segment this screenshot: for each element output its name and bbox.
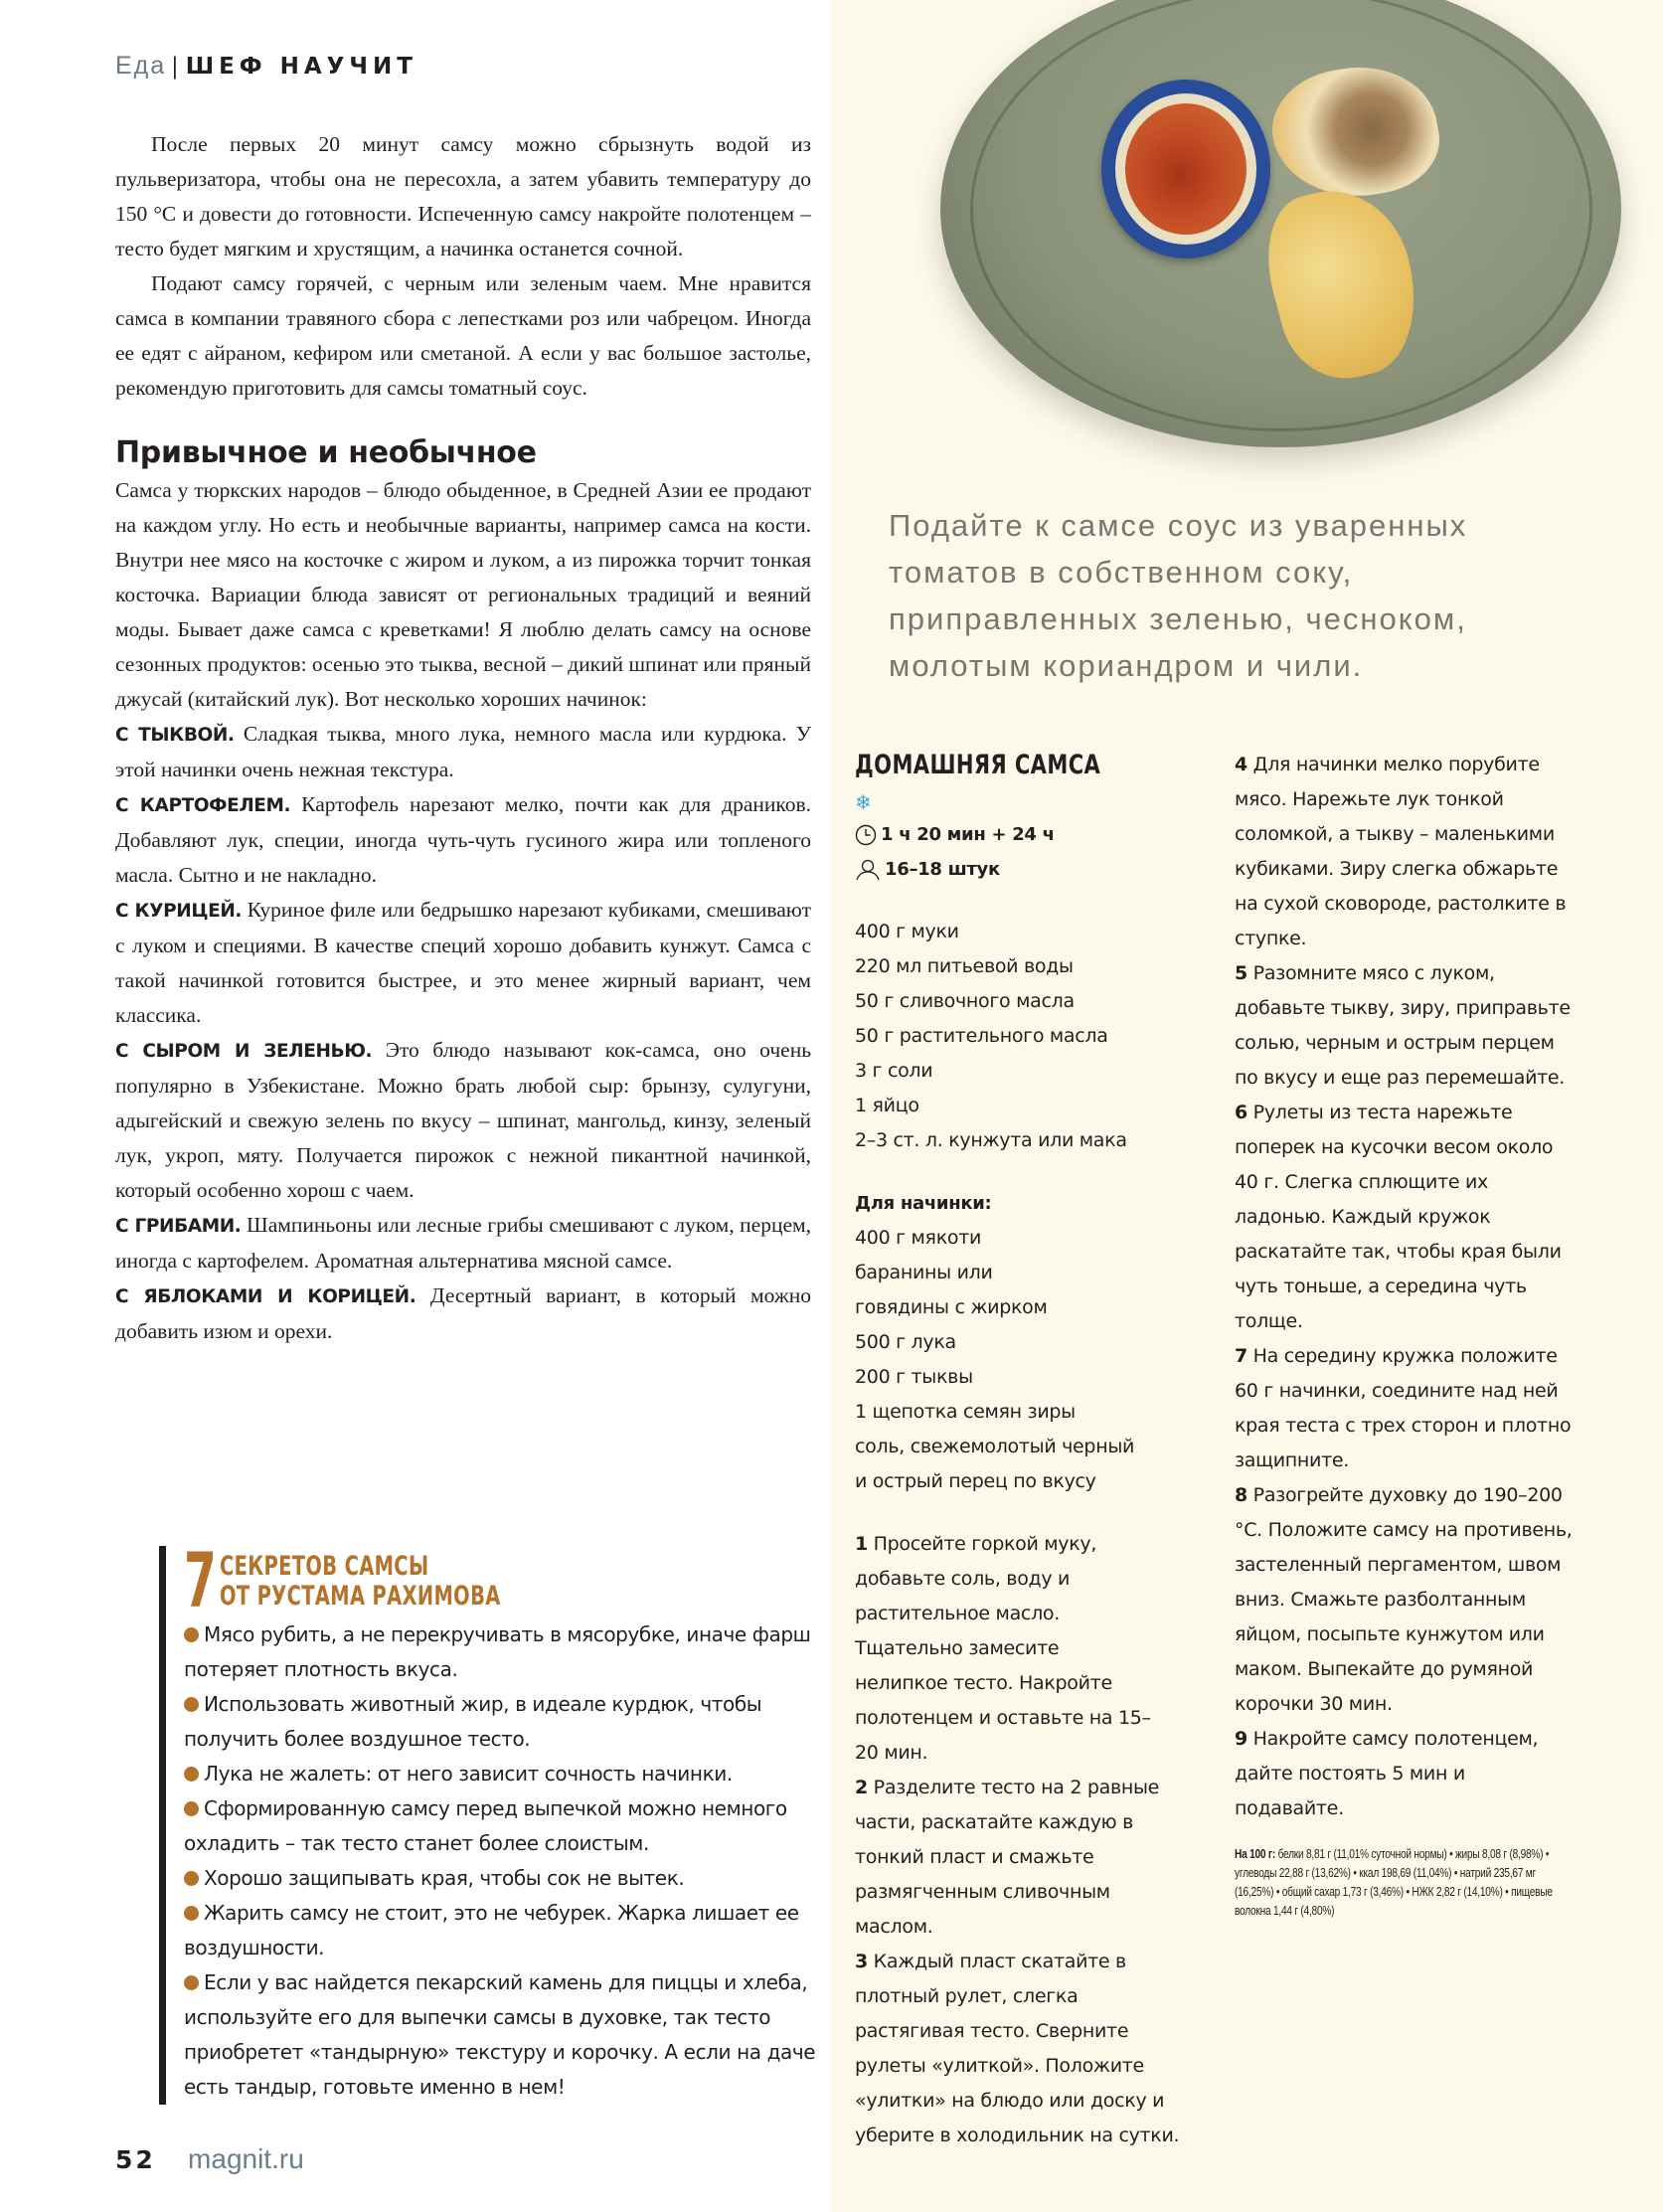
page-number: 52 [115, 2145, 156, 2174]
article-body [115, 127, 811, 1349]
step-text: Рулеты из теста нарежьте поперек на кусочки весом около 40 г. Слегка сплющите их ладонью. Каждый кружок раскатайте так, чтобы края были чуть тоньше, а середина чуть толще. [1235, 1102, 1562, 1332]
secret-text: Лука не жалеть: от него зависит сочность начинки. [204, 1762, 733, 1786]
recipe-title: ДОМАШНЯЯ САМСА [855, 750, 1101, 780]
bullet-dot-icon [184, 1801, 199, 1816]
ingredient-item: 50 г сливочного масла [855, 990, 1075, 1012]
bullet-dot-icon [184, 1697, 199, 1712]
recipe-time [855, 817, 1213, 852]
step-text: Просейте горкой муку, добавьте соль, воду и растительное масло. Тщательно замесите нелипкое тесто. Накройте полотенцем и оставьте на 15–20 мин. [855, 1533, 1151, 1764]
secrets-title-text [220, 1552, 501, 1612]
filling-heading: Для начинки: [855, 1193, 992, 1214]
filling-text: Шампиньоны или лесные грибы смешивают с луком, перцем, иногда с картофелем. Ароматная альтернатива мясной самсе. [115, 1213, 812, 1273]
section-heading: Привычное и необычное [115, 435, 537, 470]
filling-text: Десертный вариант, в который можно добавить изюм и орехи. [115, 1283, 811, 1343]
bullet-dot-icon [184, 1627, 199, 1642]
step-number: 2 [855, 1777, 868, 1798]
ingredient-item: 50 г растительного масла [855, 1025, 1108, 1047]
section-label: Еда [115, 52, 167, 80]
intro-paragraph: После первых 20 минут самсу можно сбрызнуть водой из пульверизатора, чтобы она не пересохла, а затем убавить температуру до 150 °С и довести до готовности. Испеченную самсу накройте полотенцем – тесто будет мягким и хрустящим, а начинка останется сочной. [115, 132, 811, 260]
clock-icon [855, 824, 877, 846]
secrets-title-line: ОТ РУСТАМА РАХИМОВА [220, 1581, 501, 1612]
recipe-step [1235, 748, 1573, 956]
pull-quote: Подайте к самсе соус из уваренных томатов в собственном соку, приправленных зеленью, чесноком, молотым кориандром и чили. [889, 508, 1468, 683]
sauce-bowl-image [1101, 80, 1270, 258]
step-text: Разделите тесто на 2 равные части, раскатайте каждую в тонкий пласт и смажьте размягченным сливочным маслом. [855, 1777, 1160, 1938]
recipe-card [855, 748, 1213, 2153]
spacer [855, 1158, 1213, 1186]
filling-item [115, 787, 811, 893]
step-number: 4 [1235, 754, 1247, 775]
rubric-label: ШЕФ НАУЧИТ [185, 54, 417, 80]
filling-item [115, 1208, 811, 1278]
site-link[interactable]: magnit.ru [188, 2143, 304, 2174]
secrets-number: 7 [184, 1536, 217, 1624]
secret-text: Жарить самсу не стоит, это не чебурек. Жарка лишает ее воздушности. [184, 1901, 799, 1959]
secret-item [184, 1757, 830, 1791]
snowflake-icon: ❄ [855, 790, 872, 814]
filling-lead: С ЯБЛОКАМИ И КОРИЦЕЙ. [115, 1286, 416, 1307]
recipe-step [1235, 1339, 1573, 1478]
recipe-step [855, 1945, 1193, 2153]
step-text: На середину кружка положите 60 г начинки, соедините над ней края теста с трех сторон и плотно защипните. [1235, 1345, 1572, 1471]
step-text: Разомните мясо с луком, добавьте тыкву, зиру, приправьте солью, черным и острым перцем по вкусу и еще раз перемешайте. [1235, 962, 1571, 1089]
filling-lead: С ГРИБАМИ. [115, 1216, 242, 1237]
step-number: 1 [855, 1533, 868, 1555]
recipe-step [1235, 1478, 1573, 1722]
ingredient-item: 1 яйцо [855, 1095, 919, 1116]
step-number: 3 [855, 1951, 868, 1972]
secrets-title [184, 1536, 830, 1624]
filling-ingredient: 200 г тыквы [855, 1366, 973, 1388]
spacer [855, 887, 1213, 915]
filling-ingredient: 500 г лука [855, 1331, 956, 1353]
bullet-dot-icon [184, 1767, 199, 1782]
intro-paragraph: Подают самсу горячей, с черным или зеленым чаем. Мне нравится самса в компании травяного сбора с лепестками роз или чабрецом. Иногда ее едят с айраном, кефиром или сметаной. А если у вас большое застолье, рекомендую приготовить для самсы томатный соус. [115, 271, 811, 400]
recipe-panel [831, 0, 1663, 2212]
ingredient-item: 2–3 ст. л. кунжута или мака [855, 1129, 1127, 1151]
header-separator: | [172, 53, 180, 80]
filling-item [115, 717, 811, 787]
page-footer [115, 2143, 304, 2175]
secret-item [184, 1687, 830, 1757]
filling-text: Картофель нарезают мелко, почти как для драников. Добавляют лук, специи, иногда чуть-чуть гусиного жира или топленого масла. Сытно и не накладно. [115, 792, 812, 887]
ingredient-item: 3 г соли [855, 1060, 933, 1082]
step-text: Для начинки мелко порубите мясо. Нарежьте лук тонкой соломкой, а тыкву – маленькими кубиками. Зиру слегка обжарьте на сухой сковороде, растолките в ступке. [1235, 754, 1567, 949]
secrets-title-line: СЕКРЕТОВ САМСЫ [220, 1551, 429, 1582]
secret-item [184, 1791, 830, 1861]
filling-text: Сладкая тыква, много лука, немного масла или курдюка. У этой начинки очень нежная текстура. [115, 722, 811, 781]
secret-text: Сформированную самсу перед выпечкой можно немного охладить – так тесто станет более слоистым. [184, 1796, 787, 1855]
secret-item [184, 1617, 830, 1687]
filling-text: Это блюдо называют кок-самса, оно очень популярно в Узбекистане. Можно брать любой сыр: брынзу, сулугуни, адыгейский и свежую зелень по вкусу – шпинат, мангольд, кинзу, зеленый лук, укроп, мяту. Получается пирожок с нежной пикантной начинкой, который особенно хорош с чаем. [115, 1038, 812, 1202]
secret-item [184, 1861, 830, 1896]
filling-lead: С КУРИЦЕЙ. [115, 901, 243, 922]
bullet-dot-icon [184, 1906, 199, 1921]
filling-lead: С СЫРОМ И ЗЕЛЕНЬЮ. [115, 1041, 373, 1062]
nutrition-label: На 100 г: [1235, 1846, 1276, 1861]
recipe-step [855, 1771, 1193, 1945]
recipe-steps-column [1235, 748, 1573, 1920]
step-number: 8 [1235, 1484, 1247, 1506]
recipe-step [1235, 1096, 1573, 1339]
filling-text: Куриное филе или бедрышко нарезают кубиками, смешивают с луком и специями. В качестве специй хорошо добавить кунжут. Самса с такой начинкой готовится быстрее, и это менее жирный вариант, чем классика. [115, 898, 811, 1027]
step-text: Накройте самсу полотенцем, дайте постоять 5 мин и подавайте. [1235, 1728, 1539, 1819]
person-icon [855, 859, 881, 881]
bowl-inner [1115, 93, 1256, 245]
secrets-box [159, 1536, 830, 2105]
filling-item [115, 1033, 811, 1208]
recipe-step [855, 1527, 1153, 1771]
filling-ingredient: соль, свежемолотый черный и острый перец по вкусу [855, 1436, 1135, 1492]
step-number: 7 [1235, 1345, 1247, 1367]
recipe-yield [855, 852, 1213, 887]
filling-item [115, 893, 811, 1033]
nutrition-facts [1235, 1844, 1576, 1920]
secret-item [184, 1896, 830, 1965]
step-number: 9 [1235, 1728, 1247, 1750]
filling-ingredient: 400 г мякоти баранины или говядины с жирком [855, 1227, 1048, 1318]
filling-lead: С ТЫКВОЙ. [115, 725, 235, 746]
secret-text: Если у вас найдется пекарский камень для пиццы и хлеба, используйте его для выпечки самсы в духовке, так тесто приобретет «тандырную» текстуру и корочку. А если на даче есть тандыр, готовьте именно в нем! [184, 1970, 816, 2099]
ingredient-item: 400 г муки [855, 921, 959, 942]
secret-item [184, 1965, 830, 2105]
secret-text: Использовать животный жир, в идеале курдюк, чтобы получить более воздушное тесто. [184, 1692, 762, 1751]
samsa-photo [881, 0, 1577, 477]
secret-text: Мясо рубить, а не перекручивать в мясорубке, иначе фарш потеряет плотность вкуса. [184, 1622, 811, 1681]
step-number: 6 [1235, 1102, 1247, 1123]
section-body: Самса у тюркских народов – блюдо обыденное, в Средней Азии ее продают на каждом углу. Но есть и необычные варианты, например самса на кости. Внутри нее мясо на косточке с жиром и луком, а из пирожка торчит тонкая косточка. Вариации блюда зависят от региональных традиций и веяний моды. Бывает даже самса с креветками! Я люблю делать самсу на основе сезонных продуктов: осенью это тыква, весной – дикий шпинат или пряный джусай (китайский лук). Вот несколько хороших начинок: [115, 478, 811, 711]
step-text: Каждый пласт скатайте в плотный рулет, слегка растягивая тесто. Сверните рулеты «улиткой». Положите «улитки» на блюдо или доску и уберите в холодильник на сутки. [855, 1951, 1180, 2146]
step-number: 5 [1235, 962, 1247, 984]
recipe-step [1235, 1722, 1573, 1826]
step-text: Разогрейте духовку до 190–200 °С. Положите самсу на противень, застеленный пергаментом, швом вниз. Смажьте разболтанным яйцом, посыпьте кунжутом или маком. Выпекайте до румяной корочки 30 мин. [1235, 1484, 1573, 1715]
recipe-yield-value: 16–18 штук [885, 859, 1000, 880]
nutrition-values: белки 8,81 г (11,01% суточной нормы) • жиры 8,08 г (8,98%) • углеводы 22,88 г (13,62%) • ккал 198,69 (11,04%) • натрий 235,67 мг (16,25%) • общий сахар 1,73 г (3,46%) • НЖК 2,82 г (14,10%) • пищевые волокна 1,44 г (4,80%) [1235, 1846, 1553, 1918]
bullet-dot-icon [184, 1871, 199, 1886]
recipe-step [1235, 956, 1573, 1096]
tomato-sauce-image [1125, 103, 1247, 235]
secret-text: Хорошо защипывать края, чтобы сок не вытек. [204, 1866, 685, 1890]
page-header [115, 52, 417, 81]
ingredient-item: 220 мл питьевой воды [855, 955, 1074, 977]
filling-lead: С КАРТОФЕЛЕМ. [115, 795, 291, 816]
bullet-dot-icon [184, 1975, 199, 1990]
recipe-time-value: 1 ч 20 мин + 24 ч [881, 824, 1055, 845]
filling-item [115, 1278, 811, 1349]
spacer [855, 1499, 1213, 1527]
filling-ingredient: 1 щепотка семян зиры [855, 1401, 1076, 1423]
secrets-list [184, 1617, 830, 2105]
